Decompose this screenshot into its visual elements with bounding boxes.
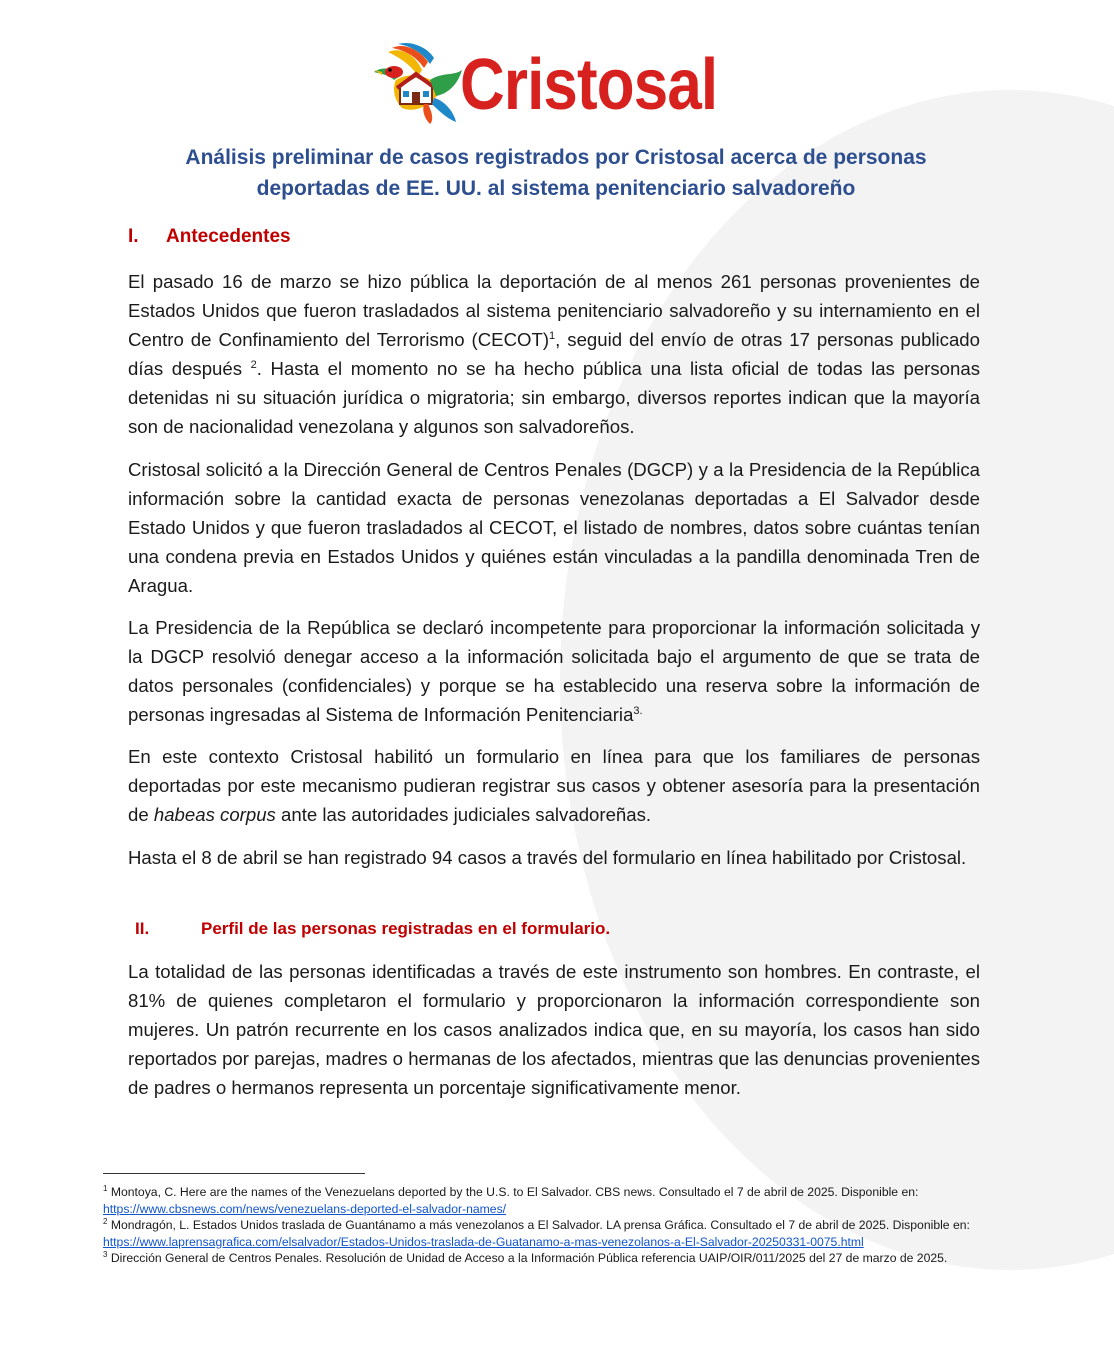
footnote-number: 2 (103, 1216, 108, 1226)
section-number: I. (128, 226, 139, 247)
paragraph-online-form (128, 742, 980, 829)
page-title (120, 142, 992, 204)
section-heading-perfil (135, 917, 610, 941)
paragraph-denial (128, 613, 980, 729)
footnote-divider (103, 1173, 365, 1174)
title-line-1: Análisis preliminar de casos registrados por Cristosal acerca de personas (185, 146, 927, 169)
paragraph-text: La Presidencia de la República se declaró incompetente para proporcionar la información solicitada y la DGCP resolvió denegar acceso a la información solicitada bajo el argumento de que se trata de datos personales (confidenciales) y porque se ha establecido una reserva sobre la información de personas ingresadas al Sistema de Información Penitenciaria (128, 617, 980, 725)
brand-name: Cristosal (460, 45, 718, 125)
cristosal-logo (372, 40, 732, 130)
footnote-1 (103, 1184, 983, 1217)
footnote-text: Mondragón, L. Estados Unidos traslada de Guantánamo a más venezolanos a El Salvador. LA prensa Gráfica. Consultado el 7 de abril de 2025. Disponible en: (107, 1218, 970, 1232)
paragraph-text: . Hasta el momento no se ha hecho pública una lista oficial de todas las personas detenidas ni su situación jurídica o migratoria; sin embargo, diversos reportes indican que la mayoría son de nacionalidad venezolana y algunos son salvadoreños. (128, 358, 980, 437)
paragraph-deportation (128, 267, 980, 441)
paragraph-text: ante las autoridades judiciales salvadoreñas. (275, 804, 652, 825)
paragraph-case-count: Hasta el 8 de abril se han registrado 94 casos a través del formulario en línea habilitado por Cristosal. (128, 847, 967, 868)
footnote-ref-2[interactable]: 2 (250, 358, 257, 371)
footnotes (103, 1184, 983, 1267)
paragraph-text: En este contexto Cristosal habilitó un formulario en línea para que los familiares de personas deportadas por este mecanismo pudieran registrar sus casos y obtener asesoría para la presentación de (128, 746, 980, 825)
section-title: Perfil de las personas registradas en el formulario. (201, 919, 611, 938)
bird-house-icon (372, 42, 464, 124)
title-line-2: deportadas de EE. UU. al sistema penitenciario salvadoreño (256, 177, 856, 200)
paragraph-profile: La totalidad de las personas identificadas a través de este instrumento son hombres. En contraste, el 81% de quienes completaron el formulario y proporcionaron la información correspondiente son mujeres. Un patrón recurrente en los casos analizados indica que, en su mayoría, los casos han sido reportados por parejas, madres o hermanas de los afectados, mientras que las denuncias provenientes de padres o hermanos representa un porcentaje significativamente menor. (128, 961, 980, 1098)
section-heading-antecedentes (128, 224, 291, 250)
footnote-3 (103, 1250, 983, 1267)
paragraph-text: El pasado 16 de marzo se hizo pública la deportación de al menos 261 personas provenientes de Estados Unidos que fueron trasladados al sistema penitenciario salvadoreño y su internamiento en el Centro de Confinamiento del Terrorismo (CECOT) (128, 271, 980, 350)
footnote-link[interactable]: https://www.laprensagrafica.com/elsalvador/Estados-Unidos-traslada-de-Guatanamo-a-mas-venezolanos-a-El-Salvador-20250331-0075.html (103, 1234, 864, 1249)
footnote-text: Dirección General de Centros Penales. Resolución de Unidad de Acceso a la Información Pública referencia UAIP/OIR/011/2025 del 27 de marzo de 2025. (107, 1251, 948, 1265)
emphasis-habeas-corpus: habeas corpus (153, 804, 276, 825)
paragraph-text: , seguid del envío de otras 17 personas publicado días después (128, 329, 980, 379)
footnote-number: 1 (103, 1183, 108, 1193)
paragraph-information-request: Cristosal solicitó a la Dirección General de Centros Penales (DGCP) y a la Presidencia de la República información sobre la cantidad exacta de personas venezolanas deportadas a El Salvador desde Estado Unidos y que fueron trasladados al CECOT, el listado de nombres, datos sobre cuántas tenían una condena previa en Estados Unidos y quiénes están vinculadas a la pandilla denominada Tren de Aragua. (128, 459, 980, 596)
footnote-link[interactable]: https://www.cbsnews.com/news/venezuelans-deported-el-salvador-names/ (103, 1201, 507, 1216)
section-number: II. (135, 919, 150, 938)
footnote-text: Montoya, C. Here are the names of the Venezuelans deported by the U.S. to El Salvador. CBS news. Consultado el 7 de abril de 2025. Disponible en: (107, 1185, 919, 1199)
footnote-number: 3 (103, 1249, 108, 1259)
section-title: Antecedentes (166, 226, 291, 247)
footnote-2 (103, 1217, 983, 1250)
footnote-ref-3[interactable]: 3. (633, 704, 643, 717)
footnote-ref-1[interactable]: 1 (549, 329, 556, 342)
